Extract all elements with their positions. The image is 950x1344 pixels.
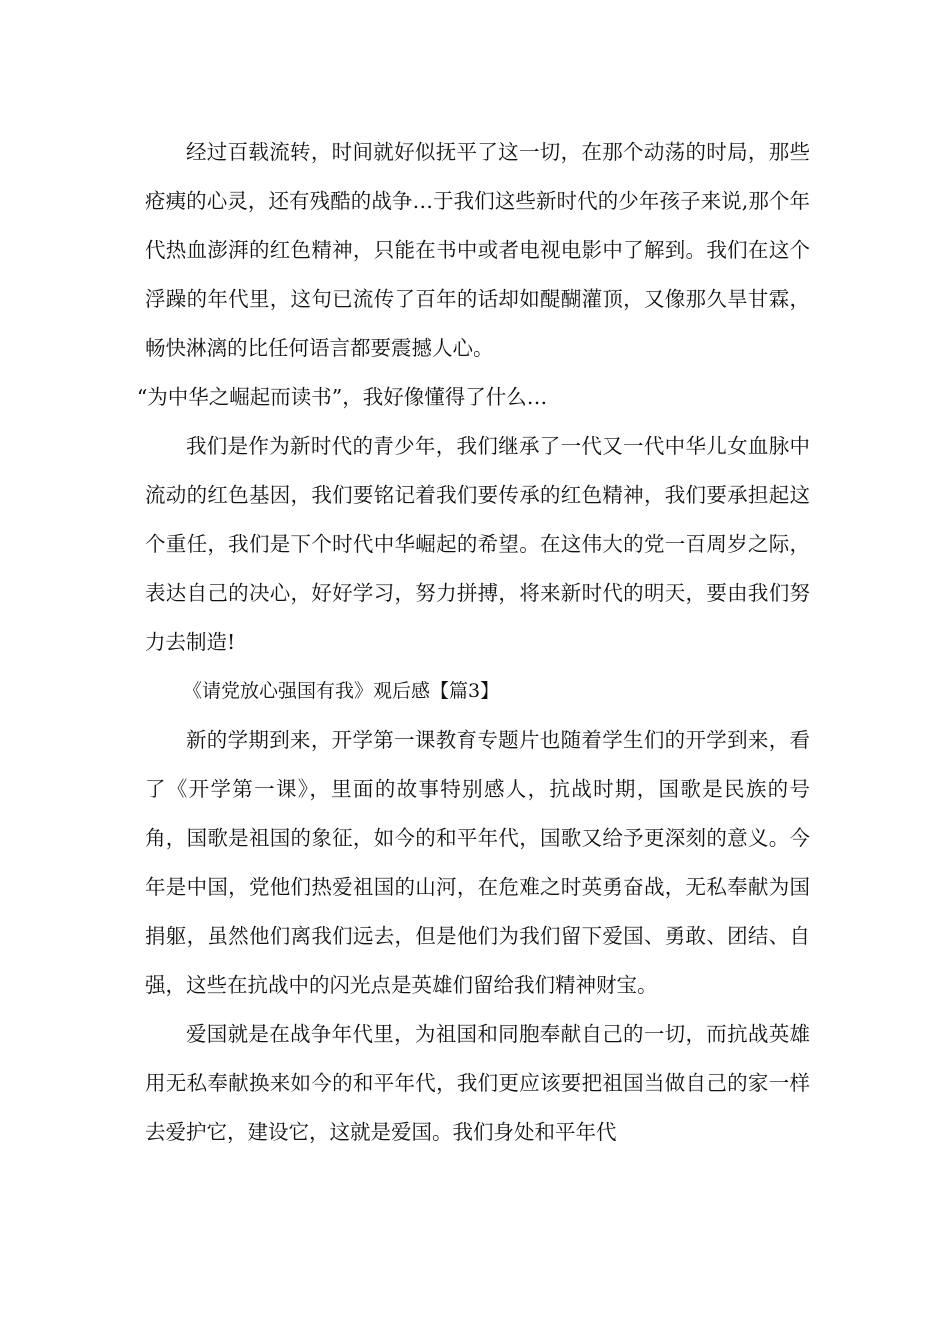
- body-paragraph: 新的学期到来，开学第一课教育专题片也随着学生们的开学到来，看了《开学第一课》，里面的故事特别感人，抗战时期，国歌是民族的号角，国歌是祖国的象征，如今的和平年代，国歌又给予更深刻的意义。今年是中国，党他们热爱祖国的山河，在危难之时英勇奋战，无私奉献为国捐躯，虽然他们离我们远去，但是他们为我们留下爱国、勇敢、团结、自强，这些在抗战中的闪光点是英雄们留给我们精神财宝。: [145, 728, 810, 997]
- section-heading: 《请党放心强国有我》观后感【篇3】: [183, 680, 500, 702]
- document-page: [136, 128, 810, 1157]
- body-paragraph: 爱国就是在战争年代里，为祖国和同胞奉献自己的一切，而抗战英雄用无私奉献换来如今的和平年代，我们更应该要把祖国当做自己的家一样去爱护它，建设它，这就是爱国。我们身处和平年代: [145, 1022, 810, 1144]
- body-paragraph: 我们是作为新时代的青少年，我们继承了一代又一代中华儿女血脉中流动的红色基因，我们要铭记着我们要传承的红色精神，我们要承担起这个重任，我们是下个时代中华崛起的希望。在这伟大的党一百周岁之际，表达自己的决心，好好学习，努力拼搏，将来新时代的明天，要由我们努力去制造!: [145, 434, 810, 654]
- quote-paragraph: “为中华之崛起而读书”，我好像懂得了什么…: [136, 385, 548, 409]
- body-paragraph: 经过百载流转，时间就好似抚平了这一切，在那个动荡的时局，那些疮痍的心灵，还有残酷的战争…于我们这些新时代的少年孩子来说,那个年代热血澎湃的红色精神，只能在书中或者电视电影中了解到。我们在这个浮躁的年代里，这句已流传了百年的话却如醍醐灌顶，又像那久旱甘霖，畅快淋漓的比任何语言都要震撼人心。: [145, 140, 810, 360]
